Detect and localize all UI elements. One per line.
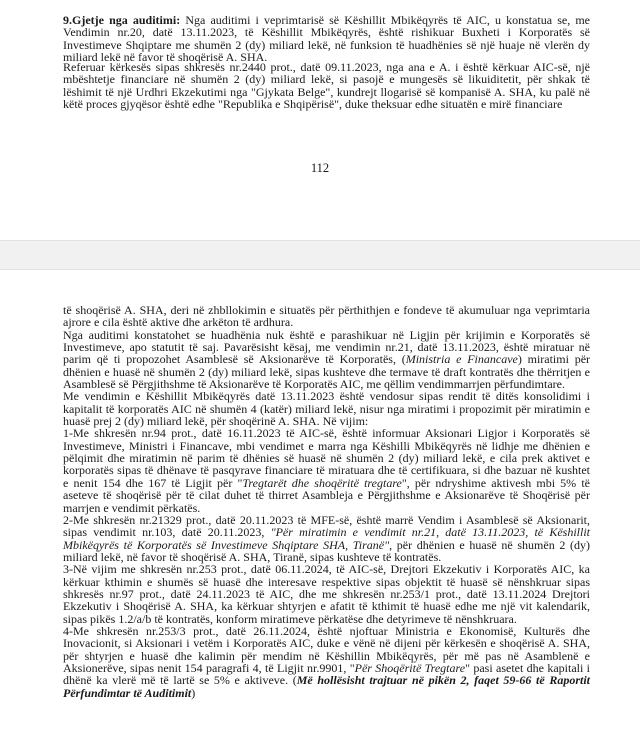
approval-text: ) miratimi për dhënien e huasë në shumën 2 (dy) miliard lekë, sipas kushteve dhe termave të draft kontratës dhe thërritjen e Asamblesë së Përgjithshme të Aksionarëve të Korporatës AIC, me qëllim vendimmarrjen përfundimtare. — [63, 352, 591, 392]
law-title-1: Tregtarët dhe shoqëritë tregtare — [242, 475, 402, 490]
finding-body: Nga auditimi i veprimtarisë së Këshillit Mbikëqyrës të AIC, u konstatua se, me Vendimin nr.20, datë 13.11.2023, të Këshillit Mbikëqyrës, është rishikuar Buxheti i Korporatës së Investimeve Shqiptare me shumën 2 (dy) miliard lekë, në funksion të huadhënies së një huaje në vlerën dy miliard lekë në favor të shoqërisë A. SHA. — [63, 13, 590, 65]
finding-heading: 9.Gjetje nga auditimi: — [63, 13, 181, 27]
item-1-text: 1-Me shkresën nr.94 prot., datë 16.11.2023 të AIC-së, është informuar Aksionari Ligjor i Korporatës së Investimeve, Ministri i Financave, mbi vendimet e marra nga Këshilli Mbikëqyrës në lidhje me dhënien e pëlqimit dhe miratimin në parim të dhënies së huasë në shumën 2 (dy) miliard lekë, e cila prek aktivet e korporatës sipas të dhënave të pasqyrave financiare të miratuara dhe të certifikuara, si dhe bazuar në kushtet e nenit 154 dhe 167 të Ligjit për " — [63, 426, 590, 490]
continued-text-block — [63, 304, 590, 699]
closing-paren: ) — [191, 685, 196, 700]
page-number: 112 — [310, 161, 330, 175]
decision-title: "Për miratimin e vendimit nr.21, datë 13.11.2023, të Këshillit Mbikëqyrës të Korporatës së Investimeve Shqiptare SHA, Tiranë" — [63, 525, 590, 552]
item-4-text: 4-Me shkresën nr.253/3 prot., datë 26.11.2024, është njoftuar Ministria e Ekonomisë, Kulturës dhe Inovacionit, si Aksionari i vetëm i Korporatës AIC, duke e vënë në dijeni për kërkesën e shoqërisë A. SHA, për shtyrjen e huasë dhe kalimin për mendim në Këshillin Mbikëqyrës, për më pas në Asamblenë e Aksionerëve, sipas nenit 154 paragrafi 4, të Ligjit nr.9901, " — [63, 623, 590, 675]
document-page-top — [0, 0, 640, 240]
ministry-name: Ministria e Financave — [405, 352, 518, 367]
law-title-2: Për Shoqëritë Tregtare — [354, 660, 466, 675]
audit-finding-paragraph — [63, 14, 590, 63]
item-1-continued: ", për ndryshime aktivesh mbi 5% të aseteve të shoqërisë për të cilat duhet të thirret Asambleja e Përgjithshme e Aksionarëve të Shoqërisë për marrjen e vendimit përkatës. — [63, 475, 590, 515]
capital-consolidation-text: Me vendimin e Këshillit Mbikëqyrës datë 13.11.2023 është vendosur sipas rendit të ditës konsolidimi i kapitalit të korporatës AIC në shumën 4 (katër) miliard lekë, nisur nga miratimi i propozimit për miratimin e huasë prej 2 (dy) miliard lekë, për shoqërinë A. SHA. Në vijim: — [63, 389, 590, 429]
report-reference: Më hollësisht trajtuar në pikën 2, faqet 59-66 të Raportit Përfundimtar të Auditimit — [63, 673, 590, 700]
item-3-text: 3-Në vijim me shkresën nr.253 prot., datë 06.11.2024, të AIC-së, Drejtori Ekzekutiv i Korporatës AIC, ka kërkuar kthimin e shumës së huasë dhe interesave respektive sipas objektit të huasë së nënshkruar sipas shkresës nr.97 prot., datë 24.11.2023 të AIC, dhe me shkresën nr.253/1 prot., datë 13.11.2024 Drejtori Ekzekutiv i Shoqërisë A. SHA, ka kërkuar shtyrjen e afatit të kthimit të huasë edhe me një vit kalendarik, sipas pikës 1.2/a/b të kontratës, konform miratimeve përkatëse dhe detyrimeve të nënshkruara. — [63, 562, 590, 626]
continued-sentence: të shoqërisë A. SHA, deri në zhbllokimin e situatës për përthithjen e fondeve të akumuluar nga veprimtaria ajrore e cila është aktive dhe arkëton të ardhura. — [63, 303, 590, 330]
constatation-text: Nga auditimi konstatohet se huadhënia nuk është e parashikuar në Ligjin për krijimin e Korporatës së Investimeve, apo statutit të saj. Pavarësisht kësaj, me vendimin nr.21, datë 13.11.2023, është miratuar në parim që ti propozohet Asamblesë së Aksionarëve të Korporatës, ( — [63, 327, 590, 367]
item-2-continued: , për dhënien e huasë në shumën 2 (dy) miliard lekë, në favor të shoqërisë A. SHA, Tiranë, sipas kushteve të kontratës. — [63, 537, 591, 564]
document-page-bottom — [0, 270, 640, 732]
item-4-continued: " pasi asetet dhe kapitali i dhënë ka vlerë më të lartë se 5% e aktiveve. ( — [63, 660, 590, 688]
page-break-separator — [0, 240, 640, 270]
referral-paragraph: Referuar kërkesës sipas shkresës nr.2440 prot., datë 09.11.2023, nga ana e A. i është kërkuar AIC-së, një mbështetje financiare në shumën 2 (dy) miliard lekë, si pasojë e mungesës së likuiditetit, për shkak të lëshimit të një Urdhri Ekzekutimi nga "Gjykata Belge", kundrejt llogarisë së kompanisë A. SHA, ku palë në këtë proces gjyqësor është edhe "Republika e Shqipërisë", duke theksuar edhe situatën e mirë financiare — [63, 60, 590, 112]
item-2-text: 2-Me shkresën nr.21329 prot., datë 20.11.2023 të MFE-së, është marrë Vendim i Asamblesë së Aksionarit, sipas vendimit nr.103, datë 20.11.2023, — [63, 512, 590, 540]
